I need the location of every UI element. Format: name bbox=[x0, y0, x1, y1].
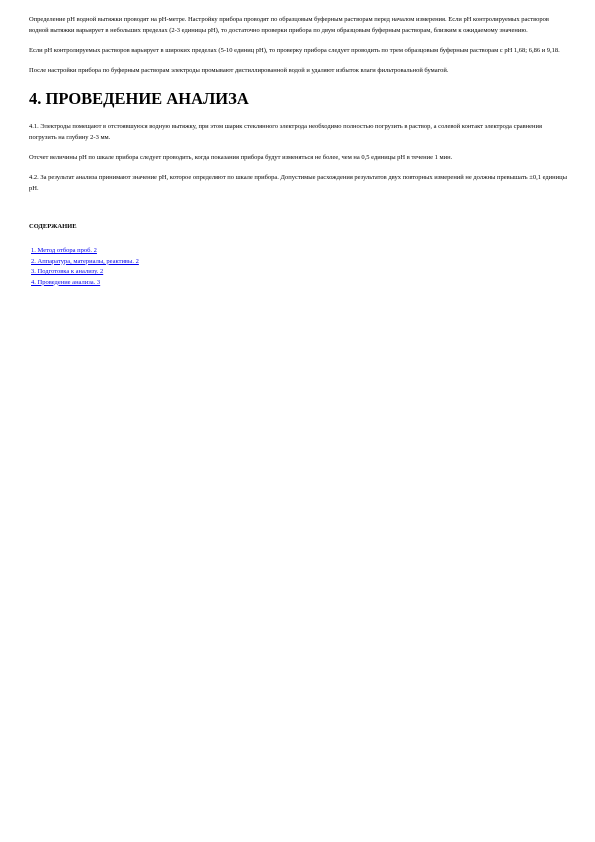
toc-list bbox=[29, 246, 569, 288]
section-paragraph-2: Отсчет величины рН по шкале прибора следует проводить, когда показания прибора будут изменяться не более, чем на 0,5 единицы рН в течение 1 мин. bbox=[29, 154, 453, 161]
toc-item bbox=[31, 257, 569, 268]
toc-title: СОДЕРЖАНИЕ bbox=[29, 223, 77, 230]
toc-link-4[interactable]: 4. Проведение анализа. 3 bbox=[31, 278, 101, 286]
section-paragraph-3: 4.2. За результат анализа принимают значение рН, которое определяют по шкале прибора. Допустимые расхождения результатов двух повторных измерений не должны превышать ±0,1 единицы рН. bbox=[29, 174, 567, 192]
toc-link-3[interactable]: 3. Подготовка к анализу. 2 bbox=[31, 268, 104, 275]
section-paragraph-1: 4.1. Электроды помещают в отстоявшуюся водную вытяжку, при этом шарик стеклянного электрода необходимо полностью погрузить в раствор, а солевой контакт электрода сравнения погрузить на глубину 2-3 мм. bbox=[29, 123, 542, 141]
section-heading: 4. ПРОВЕДЕНИЕ АНАЛИЗА bbox=[29, 89, 249, 108]
toc-link-1[interactable]: 1. Метод отбора проб. 2 bbox=[31, 247, 97, 254]
toc-item bbox=[31, 278, 569, 289]
intro-paragraph-2: Если рН контролируемых растворов варьирует в широких пределах (5-10 единиц рН), то проверку прибора следует проводить по трем образцовым буферным растворам с рН 1,68; 6,86 и 9,18. bbox=[29, 47, 560, 54]
intro-paragraph-1: Определение рН водной вытяжки проводят на рН-метре. Настройку прибора проводят по образцовым буферным растворам перед началом измерения. Если рН контролируемых растворов водной вытяжки варьирует в небольших пределах (2-3 единицы рН), то достаточно проверки прибора по двум образцовым буферным растворам, близким к ожидаемому значению. bbox=[29, 16, 549, 34]
toc-item bbox=[31, 246, 569, 257]
document-page bbox=[29, 14, 569, 288]
intro-paragraph-3: После настройки прибора по буферным растворам электроды промывают дистиллированной водой и удаляют избыток влаги фильтровальной бумагой. bbox=[29, 67, 449, 74]
toc-item bbox=[31, 267, 569, 278]
toc-link-2[interactable]: 2. Аппаратура, материалы, реактивы. 2 bbox=[31, 257, 139, 265]
